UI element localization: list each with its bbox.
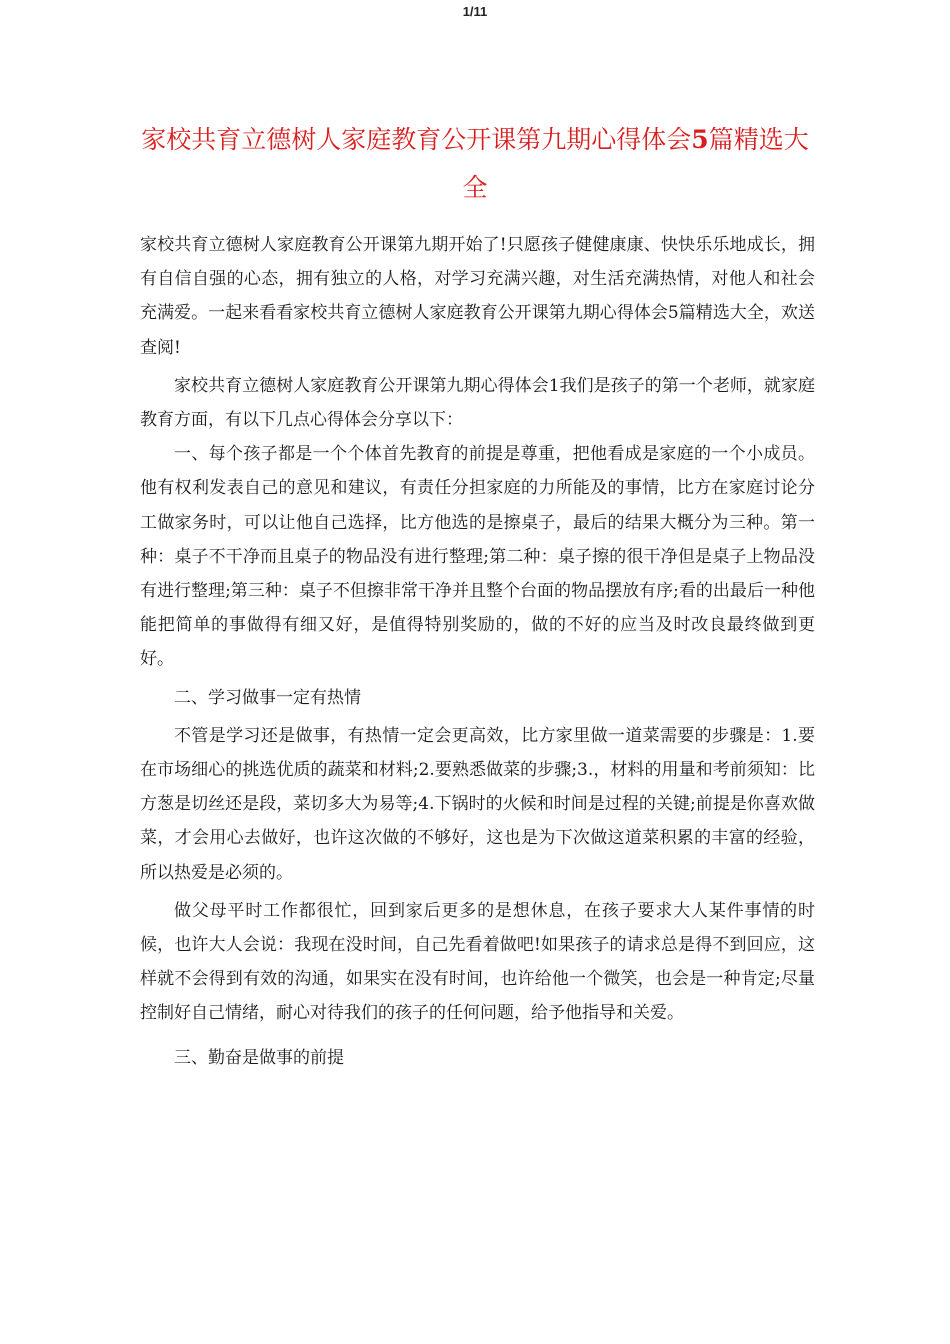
page-number: 1/11 bbox=[462, 4, 488, 19]
document-body bbox=[140, 228, 815, 1075]
section-heading-3: 三、勤奋是做事的前提 bbox=[174, 1047, 344, 1068]
document-title bbox=[130, 116, 820, 212]
title-text-part2: 篇精选大全 bbox=[462, 125, 809, 202]
paragraph-2: 不管是学习还是做事，有热情一定会更高效，比方家里做一道菜需要的步骤是：1.要在市场细心的挑选优质的蔬菜和材料;2.要熟悉做菜的步骤;3.，材料的用量和考前须知：比方葱是切丝还是段，菜切多大为易等;4.下锅时的火候和时间是过程的关键;前提是你喜欢做菜，才会用心去做好，也许这次做的不够好，这也是为下次做这道菜积累的丰富的经验，所以热爱是必须的。 bbox=[140, 725, 815, 883]
point1-paragraph: 一、每个孩子都是一个个体首先教育的前提是尊重，把他看成是家庭的一个小成员。他有权利发表自己的意见和建议，有责任分担家庭的力所能及的事情，比方在家庭讨论分工做家务时，可以让他自己选择，比方他选的是擦桌子，最后的结果大概分为三种。第一种：桌子不干净而且桌子的物品没有进行整理;第二种：桌子擦的很干净但是桌子上物品没有进行整理;第三种：桌子不但擦非常干净并且整个台面的物品摆放有序;看的出最后一种他能把简单的事做得有细又好，是值得特别奖励的，做的不好的应当及时改良最终做到更好。 bbox=[140, 444, 815, 670]
intro-paragraph: 家校共育立德树人家庭教育公开课第九期开始了!只愿孩子健健康康、快快乐乐地成长，拥有自信自强的心态，拥有独立的人格，对学习充满兴趣，对生活充满热情，对他人和社会充满爱。一起来看看家校共育立德树人家庭教育公开课第九期心得体会5篇精选大全，欢送查阅! bbox=[140, 235, 815, 358]
title-number: 5 bbox=[691, 125, 709, 154]
section-heading-2: 二、学习做事一定有热情 bbox=[174, 687, 361, 708]
title-text-part1: 家校共育立德树人家庭教育公开课第九期心得体会 bbox=[141, 125, 692, 154]
paragraph-3: 做父母平时工作都很忙，回到家后更多的是想休息，在孩子要求大人某件事情的时候，也许大人会说：我现在没时间，自己先看着做吧!如果孩子的请求总是得不到回应，这样就不会得到有效的沟通，如果实在没有时间，也许给他一个微笑，也会是一种肯定;尽量控制好自己情绪，耐心对待我们的孩子的任何问题，给予他指导和关爱。 bbox=[140, 900, 815, 1024]
article1-opening-paragraph: 家校共育立德树人家庭教育公开课第九期心得体会1我们是孩子的第一个老师，就家庭教育方面，有以下几点心得体会分享以下： bbox=[140, 375, 815, 431]
